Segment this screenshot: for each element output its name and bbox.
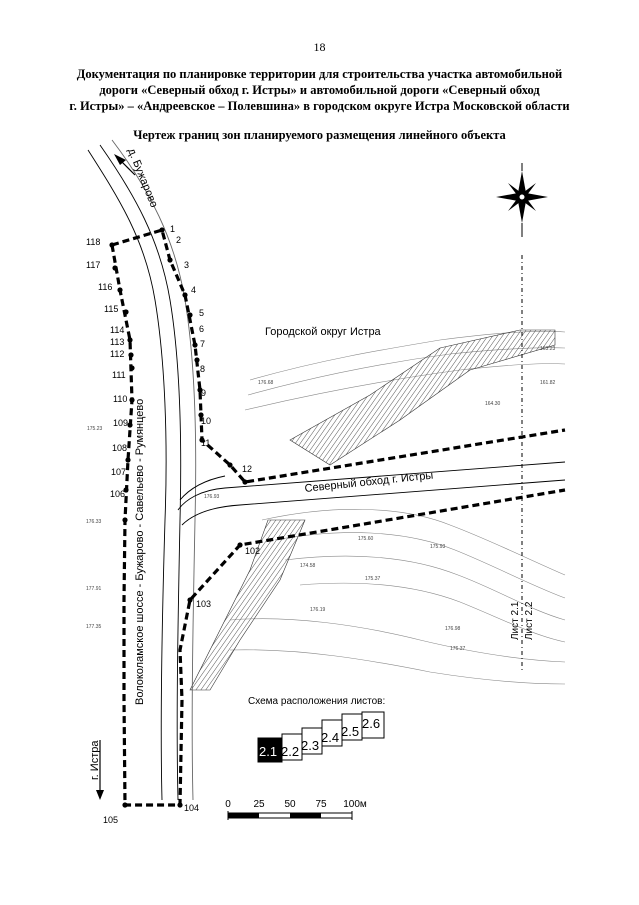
point-label: 117 [86,260,101,270]
point-label: 9 [201,388,207,398]
sheet-cell-label: 2.6 [362,716,381,731]
elevation-mark: 174.58 [300,563,316,569]
boundary-vertex [122,517,127,522]
point-label: 111 [112,370,126,380]
elevation-mark: 175.93 [430,544,446,550]
elevation-mark: 175.60 [358,536,374,542]
elevation-mark: 176.19 [310,607,326,613]
title-line: дороги «Северный обход г. Истры» и автомобильной дороги «Северный обход [99,83,540,97]
point-label: 12 [242,464,253,474]
point-label: 103 [196,599,212,609]
boundary-vertex [187,312,192,317]
scale-label: 25 [253,799,265,810]
sheet-cell-label: 2.3 [301,738,320,753]
elevation-mark: 177.35 [86,624,102,630]
boundary-vertex [182,292,187,297]
point-label: 6 [199,324,205,334]
boundary-vertex [112,265,117,270]
direction-south [89,740,104,800]
elevation-mark: 176.68 [258,380,274,386]
point-label: 113 [110,337,125,347]
point-label: 104 [184,803,200,813]
boundary-vertex [159,227,164,232]
boundary-vertex [128,352,133,357]
point-label: 10 [201,416,212,426]
point-label: 109 [113,418,129,428]
sheet-line-label: Лист 2.2 [524,601,535,640]
point-label: 5 [199,308,205,318]
sheet-scheme-title: Схема расположения листов: [248,696,386,707]
point-label: 1 [170,224,176,234]
direction-north-label: д. Бужарово [125,146,160,210]
point-label: 115 [104,304,119,314]
point-label: 4 [191,285,197,295]
elevation-mark: 175.23 [87,426,103,432]
elevation-mark: 176.93 [204,494,220,500]
boundary-vertex [187,597,192,602]
direction-south-label: г. Истра [89,740,101,780]
boundary-vertex [125,457,130,462]
page-number: 18 [313,40,326,54]
point-label: 8 [200,364,206,374]
sheet-scheme [248,696,385,762]
boundary-vertices [109,227,247,807]
highway-label: Волоколамское шоссе - Бужарово - Савельево - Румянцево [134,398,146,705]
elevation-mark: 164.30 [485,401,501,407]
elevation-mark: 176.98 [445,626,461,632]
element: 177.91 [86,586,102,592]
boundary-vertex [192,342,197,347]
title-line: г. Истры» – «Андреевское – Полевшина» в городском округе Истра Московской области [69,99,570,113]
compass-rose-icon [496,163,548,237]
boundary-vertex [123,309,128,314]
point-label: 2 [176,235,182,245]
boundary-vertex [242,479,247,484]
sheet-cell-label: 2.1 [259,744,278,759]
scale-label: 50 [284,799,296,810]
boundary-vertex [227,462,232,467]
point-label: 107 [111,467,127,477]
direction-north [114,147,160,210]
point-label: 108 [112,443,128,453]
elevation-mark: 176.37 [450,646,466,652]
point-label: 110 [113,394,128,404]
sheet-cell-label: 2.5 [341,724,360,739]
elevation-mark: 161.82 [540,380,556,386]
road-label: Северный обход г. Истры [304,469,434,495]
point-label: 11 [201,438,211,448]
point-labels [86,224,260,825]
elevation-mark: 175.37 [365,576,381,582]
point-label: 102 [245,546,261,556]
boundary-vertex [167,257,172,262]
boundary-vertex [117,287,122,292]
boundary-vertex [177,802,182,807]
district-label: Городской округ Истра [265,326,381,338]
point-label: 3 [184,260,190,270]
drawing-title: Чертеж границ зон планируемого размещения линейного объекта [133,128,506,142]
point-label: 105 [103,815,119,825]
point-label: 106 [110,489,126,499]
boundary-vertex [127,422,132,427]
elevation-mark: 163.23 [540,346,556,352]
point-label: 112 [110,349,125,359]
scale-label: 0 [225,799,231,810]
scale-label: 75 [315,799,327,810]
point-label: 118 [86,237,101,247]
point-label: 114 [110,325,125,335]
point-label: 7 [200,339,206,349]
boundary-vertex [109,242,114,247]
boundary-vertex [194,357,199,362]
boundary-vertex [129,365,134,370]
point-label: 116 [98,282,113,292]
elevation-mark: 176.33 [86,519,102,525]
boundary-vertex [127,337,132,342]
sheet-line-label: Лист 2.1 [510,601,521,640]
boundary-vertex [237,542,242,547]
sheet-cell-label: 2.2 [281,744,300,759]
title-line: Документация по планировке территории для строительства участка автомобильной [76,67,563,81]
sheet-cell-label: 2.4 [321,730,340,745]
slope-hatch-north [290,330,555,465]
boundary-vertex [122,802,127,807]
scale-label: 100м [343,799,367,810]
scale-bar [225,799,367,820]
